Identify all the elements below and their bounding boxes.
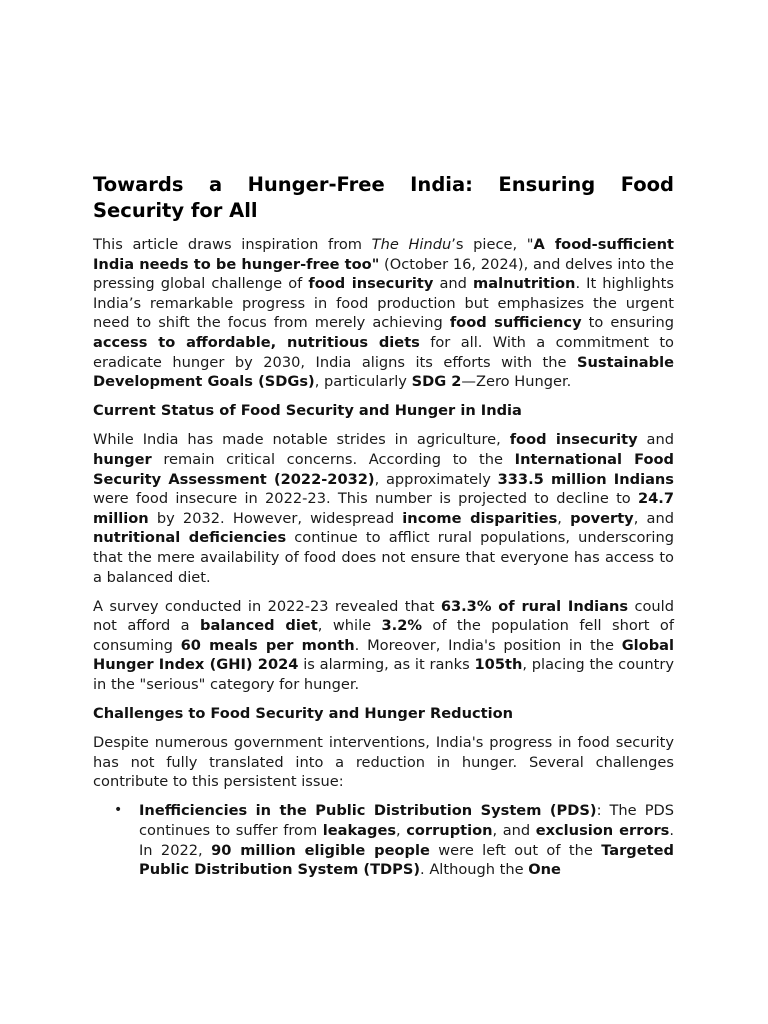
- bold-text: 3.2%: [381, 617, 422, 635]
- bold-text: 333.5 million Indians: [497, 470, 674, 488]
- bold-text: corruption: [406, 822, 493, 840]
- section-heading: Challenges to Food Security and Hunger Reduction: [93, 705, 514, 723]
- bold-text: access to affordable, nutritious diets: [93, 333, 420, 351]
- document-body: [93, 235, 674, 880]
- document-page: [93, 172, 674, 889]
- bold-text: SDG 2: [411, 373, 462, 391]
- document-title: Towards a Hunger-Free India: Ensuring Food Security for All: [93, 173, 674, 222]
- paragraph: This article draws inspiration from The Hindu’s piece, "A food-sufficient India needs to be hunger-free too" (October 16, 2024), and delves into the pressing global challenge of food insecurity and malnutrition. It highlights India’s remarkable progress in food production but emphasizes the urgent need to shift the focus from merely achieving food sufficiency to ensuring access to affordable, nutritious diets for all. With a commitment to eradicate hunger by 2030, India aligns its efforts with the Sustainable Development Goals (SDGs), particularly SDG 2—Zero Hunger.: [93, 236, 675, 391]
- bold-text: poverty: [570, 509, 634, 527]
- bold-text: malnutrition: [473, 275, 576, 293]
- paragraph: Despite numerous government interventions, India's progress in food security has not fully translated into a reduction in hunger. Several challenges contribute to this persistent issue:: [93, 734, 674, 791]
- paragraph: While India has made notable strides in agriculture, food insecurity and hunger remain critical concerns. According to the International Food Security Assessment (2022-2032), approximately 333.5 million Indians were food insecure in 2022-23. This number is projected to decline to 24.7 million by 2032. However, widespread income disparities, poverty, and nutritional deficiencies continue to afflict rural populations, underscoring that the mere availability of food does not ensure that everyone has access to a balanced diet.: [93, 431, 674, 586]
- bold-text: One: [528, 861, 561, 879]
- bold-text: Global Hunger Index (GHI) 2024: [93, 636, 674, 674]
- bold-text: income disparities: [402, 509, 558, 527]
- bold-text: nutritional deficiencies: [93, 529, 287, 547]
- section-heading: Current Status of Food Security and Hunger in India: [93, 402, 522, 420]
- bold-text: 105th: [474, 656, 523, 674]
- bold-text: food insecurity: [509, 431, 638, 449]
- bold-text: 90 million eligible people: [211, 841, 430, 859]
- paragraph: A survey conducted in 2022-23 revealed that 63.3% of rural Indians could not afford a balanced diet, while 3.2% of the population fell short of consuming 60 meals per month. Moreover, India's position in the Global Hunger Index (GHI) 2024 is alarming, as it ranks 105th, placing the country in the "serious" category for hunger.: [93, 597, 674, 693]
- bold-text: 24.7 million: [93, 490, 674, 527]
- bold-text: International Food Security Assessment (2022-2032): [93, 450, 674, 488]
- bold-text: Sustainable Development Goals (SDGs): [93, 353, 674, 391]
- list-item: • Inefficiencies in the Public Distribution System (PDS): The PDS continues to suffer from leakages, corruption, and exclusion errors. In 2022, 90 million eligible people were left out of the Targeted Public Distribution System (TDPS). Although the One: [114, 802, 674, 879]
- bold-text: leakages: [322, 822, 397, 840]
- bold-text: hunger: [93, 450, 152, 468]
- bold-text: food sufficiency: [449, 314, 582, 332]
- bold-text: A food-sufficient India needs to be hunger-free too": [93, 236, 675, 273]
- bullet-list: [93, 801, 674, 879]
- bold-text: Targeted Public Distribution System (TDPS): [139, 841, 674, 879]
- bullet-icon: •: [114, 802, 123, 819]
- bold-text: 63.3% of rural Indians: [440, 597, 629, 615]
- italic-text: The Hindu: [371, 236, 452, 253]
- bold-text: balanced diet: [200, 617, 318, 635]
- bold-text: exclusion errors: [535, 822, 670, 840]
- bold-text: Inefficiencies in the Public Distribution System (PDS): [139, 802, 597, 820]
- bold-text: 60 meals per month: [180, 636, 355, 654]
- bold-text: food insecurity: [308, 275, 434, 293]
